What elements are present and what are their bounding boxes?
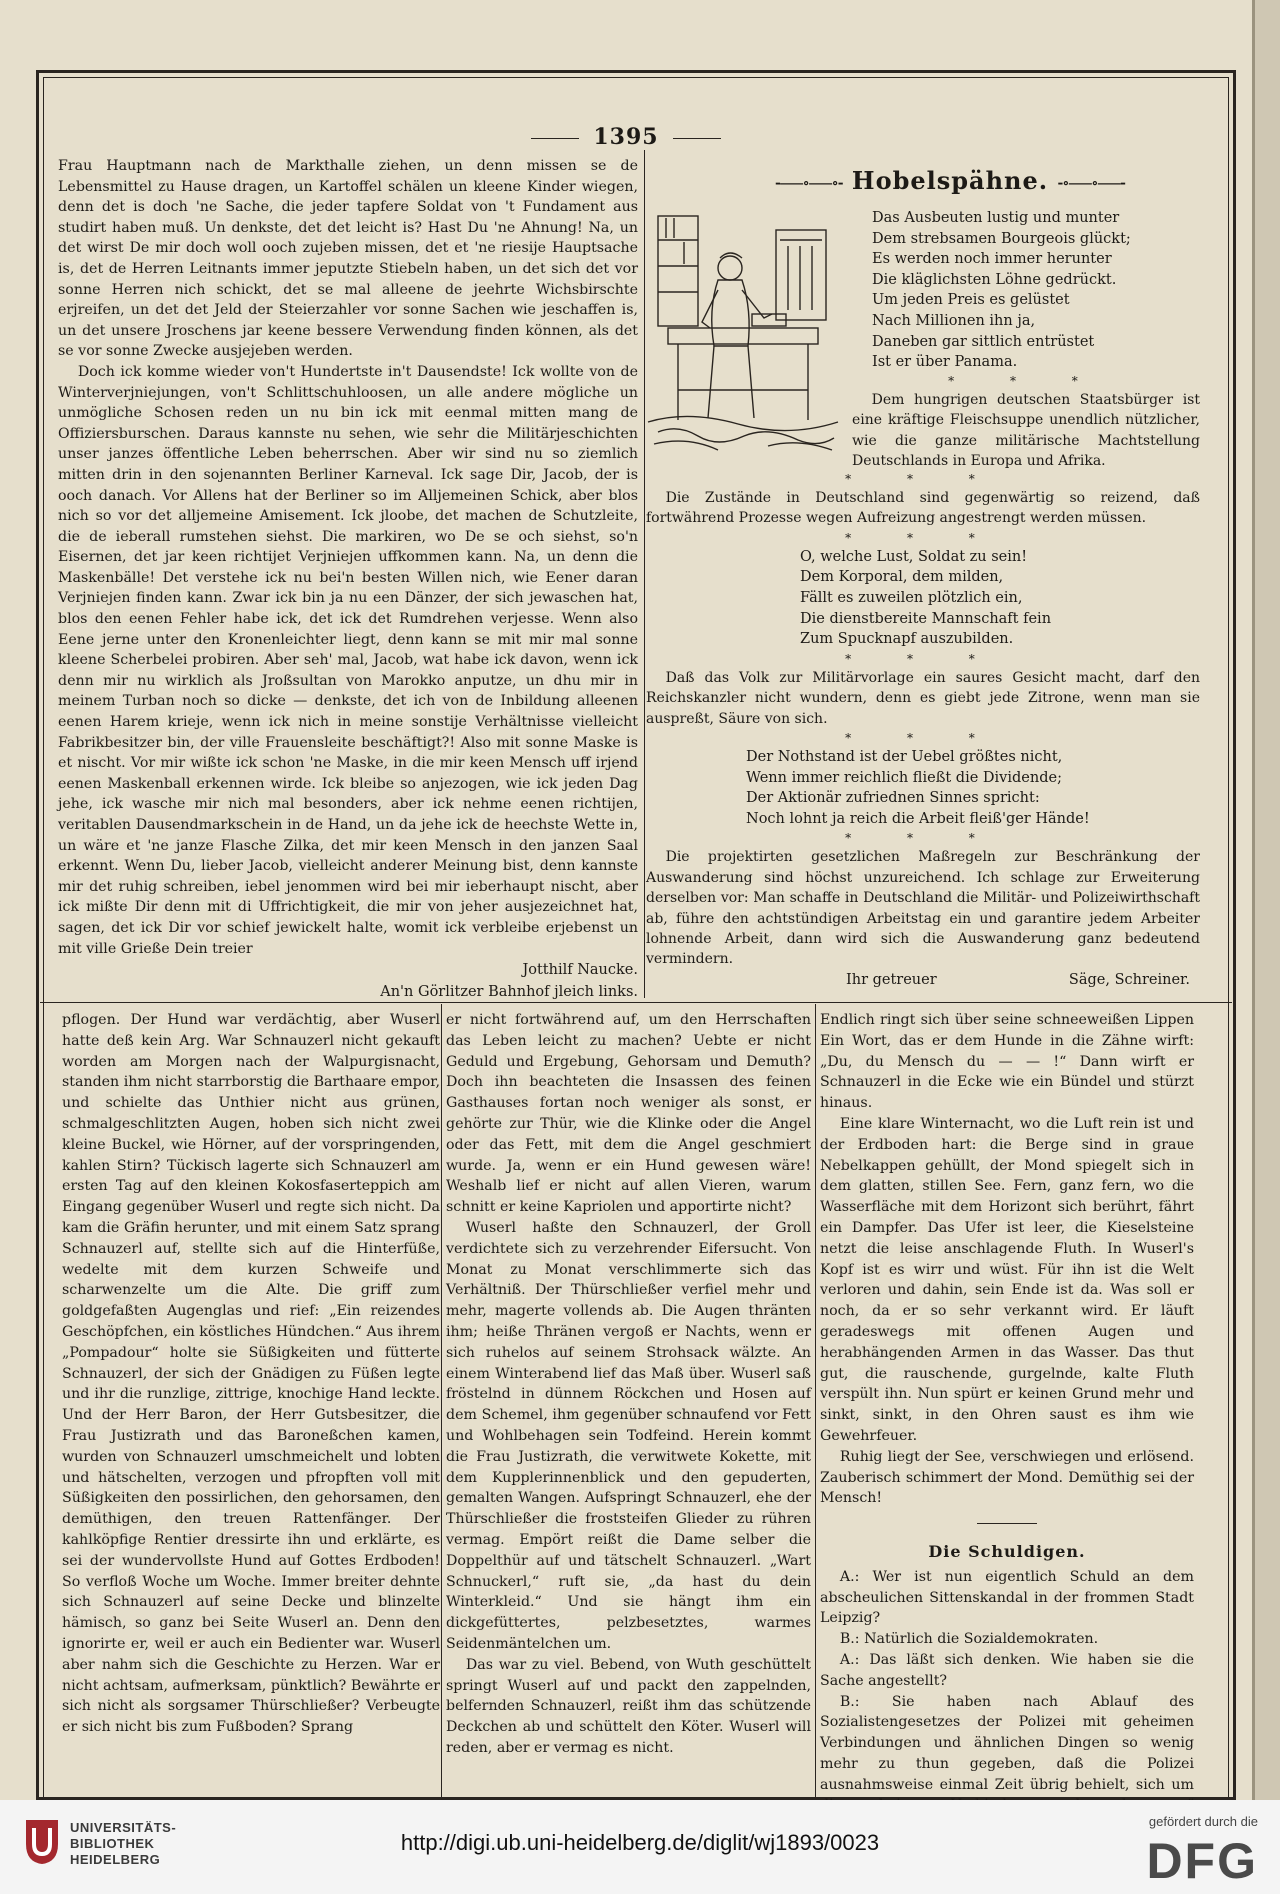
university-name-line3: HEIDELBERG bbox=[70, 1852, 161, 1867]
column-divider-2 bbox=[815, 1004, 816, 1798]
hobel-poem-2 bbox=[646, 547, 1200, 650]
hobel-paragraph-1: Dem hungrigen deutschen Staatsbürger ist eine kräftige Fleischsuppe unendlich nützlicher, wie die ganze militärische Machtstellung Deutschlands in Europa und Afrika. bbox=[852, 392, 1200, 470]
poem2-line: Zum Spucknapf auszubilden. bbox=[800, 631, 1014, 648]
poem3-line: Der Aktionär zufriednen Sinnes spricht: bbox=[746, 790, 1040, 807]
letter-signature-place: An'n Görlitzer Bahnhof jleich links. bbox=[380, 984, 638, 1001]
column-divider-1 bbox=[441, 1004, 442, 1798]
poem2-line: O, welche Lust, Soldat zu sein! bbox=[800, 548, 1028, 565]
page-number: 1395 bbox=[0, 124, 1252, 150]
poem1-line: Um jeden Preis es gelüstet bbox=[872, 292, 1070, 309]
hobel-paragraph-2: Die Zustände in Deutschland sind gegenwärtig so reizend, daß fortwährend Prozesse wegen Aufreizung angestrengt werden müssen. bbox=[646, 490, 1200, 527]
story-column-3 bbox=[820, 1010, 1194, 1796]
dialogue-line: B.: Natürlich die Sozialdemokraten. bbox=[839, 1631, 1099, 1648]
poem1-line: Ist er über Panama. bbox=[872, 354, 1018, 371]
title-ornament-right: -∘⸺∘⸺- bbox=[1057, 175, 1125, 192]
column-divider-top bbox=[644, 150, 645, 998]
story-col2-paragraph: Wuserl haßte den Schnauzerl, der Groll verdichtete sich zu verzehrender Eifersucht. Von Monat zu Monat verschlimmerte sich das Verhältniß. Der Thürschließer verfiel mehr und mehr, magerte vollends ab. Die Augen thränten ihm; heiße Thränen vergoß er Nachts, wenn er sich ruhelos auf seinem Strohsack wälzte. An einem Winterabend lief das Maß über. Wuserl saß fröstelnd in dünnem Röckchen und Hosen auf dem Schemel, ihm gegenüber schnaufend vor Fett und Wohlbehagen sein Todfeind. Herein kommt die Frau Justizrath, die verwitwete Kokette, mit dem Kupplerinnenblick und den gepuderten, gemalten Wangen. Aufspringt Schnauzerl, ehe der Thürschließer die froststeifen Glieder zu rühren vermag. Empört reißt die Dame selber die Doppelthür auf und tätschelt Schnauzerl. „Wart Schnuckerl,“ ruft sie, „da hast du dein Winterkleid.“ Und sie hängt ihm ein dickgefüttertes, pelzbesetztes, warmes Seidenmäntelchen um. bbox=[446, 1219, 811, 1652]
star-separator: * * * bbox=[845, 731, 1001, 745]
poem1-line: Daneben gar sittlich entrüstet bbox=[872, 333, 1095, 350]
footer-bar bbox=[0, 1800, 1280, 1894]
letter-paragraph-1: Frau Hauptmann nach de Markthalle ziehen, un denn missen se de Lebensmittel zu Hause dragen, un Kartoffel schälen un kleene Kinder wiegen, denn det is doch 'ne Sache, die jeder tapfere Soldat von 't Fundament aus studirt haben muß. Un denkste, det det leicht is? Hast Du 'ne Ahnung! Na, un det wirst De mir doch woll ooch zujeben missen, det et 'ne riesije Hauptsache is, det de Herren Leitnants immer jeputzte Stiebeln haben, un det sich det vor sonne Herren nich schickt, det se mal alleene de jeehrte Wichsbirschte erjreifen, un det det Jeld der Steierzahler vor sonne Sachen wie jeschaffen is, un det unsere Jroschens jar keene bessere Verwendung finden können, als det se vor sonne Zwecke ausjejeben werden. bbox=[58, 158, 638, 360]
star-separator: * * * bbox=[845, 651, 1001, 666]
story-col2-paragraph: er nicht fortwährend auf, um den Herrschaften das Leben leicht zu machen? Uebte er nicht Geduld und Ergebung, Gehorsam und Demuth? Doch ihn beachteten die Insassen des feinen Gasthauses fortan noch weniger als sonst, er gehörte zur Thür, wie die Klinke oder die Angel oder das Fett, mit dem die Angel geschmiert wurde. Ja, wenn er ein Hund gewesen wäre! Weshalb lief er nicht auf allen Vieren, warum schnitt er keine Kapriolen und apportirte nicht? bbox=[446, 1012, 811, 1216]
carpenter-illustration-icon bbox=[648, 210, 838, 455]
sponsor-note: gefördert durch die bbox=[1148, 1814, 1258, 1829]
hobel-closing bbox=[646, 970, 1200, 990]
star-separator: * * * bbox=[845, 530, 1001, 545]
poem1-line: Die kläglichsten Löhne gedrückt. bbox=[872, 271, 1117, 288]
dialogue-line: B.: Sie haben nach Ablauf des Sozialistengesetzes der Polizei mit geheimen Verbindungen und ähnlichen Dingen so wenig mehr zu thun gegeben, daß die Polizei ausnahmsweise einmal Zeit übrig behielt, sich um bbox=[820, 1693, 1194, 1793]
star-separator: * * * bbox=[845, 831, 1001, 846]
poem3-line: Noch lohnt ja reich die Arbeit fleiß'ger Hände! bbox=[746, 810, 1090, 827]
story-col3-paragraph: Endlich ringt sich über seine schneeweißen Lippen Ein Wort, das er dem Hunde in die Zähne wirft: „Du, du Mensch du — — !“ Dann wirft er Schnauzerl in die Ecke wie ein Bündel und stürzt hinaus. bbox=[820, 1012, 1194, 1112]
hobel-paragraph-3: Daß das Volk zur Militärvorlage ein saures Gesicht macht, darf den Reichskanzler nicht wundern, denn es giebt jede Zitrone, wenn man sie auspreßt, Säure von sich. bbox=[646, 669, 1200, 727]
poem3-line: Der Nothstand ist der Uebel größtes nicht, bbox=[746, 749, 1063, 765]
hobel-poem-3 bbox=[646, 747, 1200, 829]
poem1-line: Dem strebsamen Bourgeois glückt; bbox=[872, 230, 1131, 247]
poem2-line: Dem Korporal, dem milden, bbox=[800, 569, 1004, 586]
section-rule bbox=[820, 1513, 1194, 1534]
hobel-signature: Säge, Schreiner. bbox=[1068, 971, 1190, 988]
poem2-line: Die dienstbereite Mannschaft fein bbox=[800, 610, 1052, 627]
story-col2-paragraph: Das war zu viel. Bebend, von Wuth geschüttelt springt Wuserl auf und packt den zappelnden, belfernden Schnauzerl, reißt ihm das schützende Deckchen ab und schüttelt den Köter. Wuserl will reden, aber er vermag es nicht. bbox=[446, 1656, 811, 1756]
star-separator: * * * bbox=[845, 472, 1001, 486]
university-name-line1: UNIVERSITÄTS- bbox=[70, 1820, 177, 1835]
dfg-logo: DFG bbox=[1146, 1833, 1258, 1889]
letter-signature-name: Jotthilf Naucke. bbox=[522, 962, 638, 979]
poem1-line: Das Ausbeuten lustig und munter bbox=[872, 210, 1120, 226]
poem3-line: Wenn immer reichlich fließt die Dividende; bbox=[746, 769, 1062, 786]
poem1-line: Es werden noch immer herunter bbox=[872, 251, 1112, 268]
hobel-paragraph-4: Die projektirten gesetzlichen Maßregeln zur Beschränkung der Auswanderung sind höchst unzureichend. Ich schlage zur Erweiterung derselben vor: Man schaffe in Deutschland die Militär- und Polizeiwirthschaft ab, führe den achtstündigen Arbeitstag ein und garantire jedem Arbeiter lohnende Arbeit, dann wird sich die Auswanderung ganz bedeutend vermindern. bbox=[646, 849, 1200, 968]
story-col3-paragraph: Ruhig liegt der See, verschwiegen und erlösend. Zauberisch schimmert der Mond. Demüthig sei der Mensch! bbox=[820, 1448, 1194, 1507]
star-separator: * * * bbox=[948, 374, 1104, 388]
story-col1-text: pflogen. Der Hund war verdächtig, aber Wuserl hatte deß kein Arg. War Schnauzerl nicht gekauft worden am Morgen nach der Walpurgisnacht, standen ihm nicht starrborstig die Barthaare empor, und schielte das Unthier nicht aus grünen, schmalgeschlitzten Augen, hoben sich nicht zwei kleine Buckel, wie Hörner, auf der vorspringenden, kahlen Stirn? Tückisch lagerte sich Schnauzerl am ersten Tag auf den kleinen Kokosfaserteppich am Eingang gegenüber Wuserl und regte sich nicht. Da kam die Gräfin herunter, und mit einem Satz sprang Schnauzerl auf, stellte sich auf die Hinterfüße, wedelte mit dem kurzen Schweife und scharwenzelte um die Alte. Die griff zum goldgefaßten Augenglas und rief: „Ein reizendes Geschöpfchen, ein köstliches Hündchen.“ Aus ihrem „Pompadour“ holte sie Süßigkeiten und fütterte Schnauzerl, der sich der Gnädigen zu Füßen legte und ihr die runzlige, zittrige, knochige Hand leckte. Und der Herr Baron, der Herr Gutsbesitzer, die Frau Justizrath und das Baroneßchen kamen, wurden von Schnauzerl umschmeichelt und lobten und hätschelten, verzogen und pfropften voll mit Süßigkeiten den possirlichen, den gehorsamen, den demüthigen, den treuen Rattenfänger. Der kahlköpfige Rentier dressirte ihn und erklärte, es sei der wundervollste Hund auf Gottes Erdboden! So verfloß Woche um Woche. Immer breiter dehnte sich Schnauzerl auf seine Decke und blinzelte hämisch, so ganz bei Seite Wuserl an. Denn den ignorirte er, weil er auch ein Bedienter war. Wuserl aber nahm sich die Geschichte zu Herzen. War er nicht achtsam, aufmerksam, pünktlich? Bewährte er sich nicht als sorgsamer Thürschließer? Verbeugte er sich nicht bis zum Fußboden? Sprang bbox=[62, 1012, 440, 1736]
hobelspaehne-title-text: Hobelspähne. bbox=[851, 166, 1049, 195]
section-divider bbox=[40, 1002, 1232, 1003]
letter-column bbox=[58, 156, 638, 1001]
story-col3-paragraph: Eine klare Winternacht, wo die Luft rein ist und der Erdboden hart: die Berge sind in graue Nebelkappen gehüllt, der Mond spiegelt sich in dem glatten, stillen See. Fern, ganz fern, wo die Wasserfläche mit dem Horizont sich berührt, fährt ein Dampfer. Das Ufer ist leer, die Kieselsteine netzt die leise anschlagende Fluth. In Wuserl's Kopf ist es wirr und wüst. Für ihn ist die Welt verloren und dahin, sein Ende ist da. Was soll er noch, da er so sehr verkannt wird. Er läuft geradeswegs mit offenen Augen und herabhängenden Armen in das Wasser. Das thut gut, die rauschende, gurgelnde, kalte Fluth verspült ihn. Nun spürt er keinen Grund mehr und sinkt, sinkt, in den Ohren saust es ihm wie Gewehrfeuer. bbox=[820, 1115, 1194, 1444]
hobel-closing-text: Ihr getreuer bbox=[846, 971, 937, 988]
poem2-line: Fällt es zuweilen plötzlich ein, bbox=[800, 590, 1023, 606]
title-ornament-left: -⸺∘⸺∘- bbox=[775, 175, 843, 192]
hobelspaehne-title bbox=[660, 166, 1240, 195]
story-column-1 bbox=[62, 1010, 440, 1796]
story-column-2 bbox=[446, 1010, 811, 1796]
dialogue-line: A.: Das läßt sich denken. Wie haben sie die Sache angestellt? bbox=[820, 1651, 1194, 1689]
hobel-poem-1 bbox=[872, 208, 1232, 371]
hobel-para-1 bbox=[852, 372, 1200, 472]
dialogue-line: A.: Wer ist nun eigentlich Schuld an dem abscheulichen Sittenskandal in der frommen Stadt Leipzig? bbox=[820, 1568, 1194, 1627]
university-name-line2: BIBLIOTHEK bbox=[70, 1836, 155, 1851]
letter-paragraph-2: Doch ick komme wieder von't Hundertste in't Dausendste! Ick wollte von de Winterverjniejungen, von't Schlittschuhloosen, un alle andere mögliche un unmögliche Schosen reden un nu bin ick mit eenmal mitten mang de Offiziersburschen. Daraus kannste nu sehen, wie sehr die Militärjeschichten unser janzes öffentliche Leben beherrschen. Aber wir sind nu so ziemlich mitten drin in den sojenannten Berliner Karneval. Ick sage Dir, Jacob, der is ooch danach. Vor Allens hat der Berliner so im Alljemeinen Schick, aber blos nich so vor det alljemeine Amisement. Ick jloobe, det machen de Schutzleite, die de ieberall rumstehen siehst. Die markiren, wo De se och siehst, so'n Eisernen, det jar keen richtijet Verjniejen uffkommen kann. Na, un denn die Maskenbälle! Det verstehe ick nu bei'n besten Willen nich, wie Eener daran Verjniejen finden kann. Zwar ick bin ja nu een Dänzer, der sich jewaschen hat, blos den eenen Fehler habe ick, det ick det Rumdrehen verjesse. Wenn also Eene jerne unter den Kronenleichter liegt, denn kann se mit mir mal sonne kleene Scherbelei probiren. Aber seh' mal, Jacob, wat habe ick davon, wenn ick denn mir nu wirklich als Jroßsultan von Marokko anputze, un dhu mir in meinem Turban noch so dicke — denkste, det ich von de Inbildung alleenen eenen Harem krieje, wenn ick nich in meine sonstije Verhältnisse vielleicht Fabrikbesitzer bin, der ville Frauensleite beschäftigt?! Also mit sonne Maske is et nischt. Vor mir wißte ick schon 'ne Maske, in die mir keen Mensch uff irjend eenen Maskenball erkennen wirde. Ick bleibe so anjezogen, wie ick jeden Dag jehe, ick wasche mir nich mal besonders, aber ick nehme eenen richtijen, veritablen Dausendmarkschein in de Hand, un da jehe ick de heechste Wette in, un wäre et 'ne janze Flasche Zilka, det mir keen Mensch in den janzen Saal erkennt. Wenn Du, lieber Jacob, vielleicht anderer Meinung bist, denn kannste mir det ruhig schreiben, iebel jenommen wird bei mir ieberhaupt nischt, aber ick mißte Dir denn mit di Uffrichtigkeit, die mir von jeher ausjezeichnet hat, sagen, det ick Dir vor schief jewickelt halte, womit ick verbleibe erjebenst un mit ville Grieße Dein treier bbox=[58, 363, 638, 957]
permalink-url[interactable]: http://digi.ub.uni-heidelberg.de/diglit/wj1893/0023 bbox=[400, 1830, 880, 1855]
poem1-line: Nach Millionen ihn ja, bbox=[872, 312, 1036, 329]
schuldigen-title: Die Schuldigen. bbox=[928, 1541, 1086, 1561]
